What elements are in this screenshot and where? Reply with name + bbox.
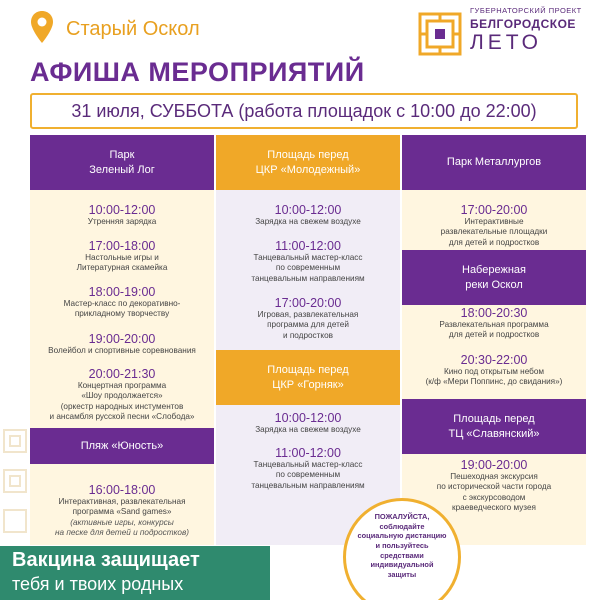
- venue-label: Площадь перед ЦКР «Горняк»: [267, 363, 349, 391]
- column-metallurgov: [402, 135, 586, 545]
- date-bar: [30, 93, 578, 129]
- event-time: 11:00-12:00: [275, 446, 341, 460]
- venue-ckr-gornyak: [216, 350, 400, 405]
- event-note: (активные игры, конкурсы на песке для детей и подростков): [55, 517, 189, 537]
- brand-logo-block: [418, 6, 588, 58]
- event-time: 19:00-20:00: [460, 458, 528, 472]
- column-zeleny-log: [30, 135, 214, 545]
- event-item: [30, 285, 214, 320]
- event-time: 20:00-21:30: [88, 367, 156, 381]
- event-item: [402, 203, 586, 248]
- event-item: [216, 203, 400, 227]
- event-description: Концертная программа «Шоу продолжается» (оркестр народных инстументов и ансамбля русской песни «Слобода»: [49, 381, 195, 421]
- event-description: Пешеходная экскурсия по исторической части города с экскурсоводом краеведческого музея: [436, 472, 552, 512]
- venue-park-metallurgov: [402, 135, 586, 190]
- venue-label: Набережная реки Оскол: [462, 263, 526, 291]
- vaccine-banner-line2: тебя и твоих родных: [12, 574, 184, 594]
- event-description: Мастер-класс по декоративно- прикладному творчеству: [63, 299, 181, 319]
- date-text: 31 июля, СУББОТА (работа площадок с 10:00 до 22:00): [71, 101, 537, 121]
- venue-label: Пляж «Юность»: [80, 439, 164, 452]
- event-time: 18:00-20:30: [460, 306, 528, 320]
- event-item: [30, 332, 214, 356]
- event-time: 17:00-20:00: [274, 296, 342, 310]
- event-description: Кино под открытым небом (к/ф «Мери Поппинс, до свидания»): [425, 367, 563, 387]
- brand-name-line2: ЛЕТО: [470, 31, 543, 54]
- column-molodezhny: [216, 135, 400, 545]
- brand-subtitle: ГУБЕРНАТОРСКИЙ ПРОЕКТ: [470, 6, 582, 15]
- event-time: 10:00-12:00: [88, 203, 156, 217]
- event-time: 17:00-20:00: [460, 203, 528, 217]
- event-time: 17:00-18:00: [88, 239, 156, 253]
- vaccine-banner: [0, 546, 270, 600]
- event-description: Настольные игры и Литературная скамейка: [76, 253, 168, 273]
- venue-label: Площадь перед ТЦ «Славянский»: [448, 412, 540, 440]
- event-item: [30, 239, 214, 274]
- safety-notice-badge: [343, 498, 461, 596]
- belgorod-summer-logo-icon: [418, 12, 462, 56]
- event-time: 19:00-20:00: [88, 332, 156, 346]
- event-description: Игровая, развлекательная программа для детей и подростков: [257, 310, 359, 340]
- city-name: Старый Оскол: [66, 18, 200, 40]
- event-time: 10:00-12:00: [274, 203, 342, 217]
- event-item: [216, 296, 400, 341]
- event-description: Утренняя зарядка: [87, 217, 157, 226]
- event-item: [30, 203, 214, 227]
- venue-plyazh-yunost: [30, 428, 214, 464]
- decorative-ornament-icon: [0, 420, 36, 540]
- venue-tc-slavyansky: [402, 399, 586, 454]
- event-description: Развлекательная программа для детей и подростков: [439, 320, 549, 340]
- event-description: Интерактивные развлекательные площадки для детей и подростков: [440, 217, 548, 247]
- venue-park-zeleny-log: [30, 135, 214, 190]
- event-item: [216, 411, 400, 435]
- event-time: 20:30-22:00: [460, 353, 528, 367]
- event-description: Зарядка на свежем воздухе: [255, 425, 361, 434]
- event-time: 10:00-12:00: [274, 411, 342, 425]
- event-item: [216, 446, 400, 491]
- location-pin-icon: [30, 10, 54, 44]
- safety-notice-text: ПОЖАЛУЙСТА, соблюдайте социальную дистанцию и пользуйтесь средствами индивидуальной защиты: [357, 512, 447, 579]
- event-time: 16:00-18:00: [88, 483, 156, 497]
- event-item: [216, 239, 400, 284]
- venue-label: Парк Зеленый Лог: [89, 148, 155, 176]
- venue-label: Парк Металлургов: [446, 156, 542, 169]
- event-item: [402, 353, 586, 388]
- event-time: 18:00-19:00: [88, 285, 156, 299]
- event-description: Танцевальный мастер-класс по современным танцевальным направлениям: [251, 460, 365, 490]
- event-description: Интерактивная, развлекательная программа «Sand games»: [58, 497, 186, 517]
- event-item: [30, 367, 214, 422]
- brand-name-line1: БЕЛГОРОДСКОЕ: [470, 17, 576, 31]
- page-title: АФИША МЕРОПРИЯТИЙ: [30, 57, 365, 87]
- venue-ckr-molodezhny: [216, 135, 400, 190]
- event-item: [402, 306, 586, 341]
- venue-naberezhnaya-oskol: [402, 250, 586, 305]
- event-description: Зарядка на свежем воздухе: [255, 217, 361, 226]
- venue-label: Площадь перед ЦКР «Молодежный»: [255, 148, 361, 176]
- event-item: [30, 483, 214, 538]
- event-time: 11:00-12:00: [275, 239, 341, 253]
- event-description: Волейбол и спортивные соревнования: [48, 346, 196, 355]
- event-description: Танцевальный мастер-класс по современным танцевальным направлениям: [251, 253, 365, 283]
- vaccine-banner-line1: Вакцина защищает: [12, 549, 200, 571]
